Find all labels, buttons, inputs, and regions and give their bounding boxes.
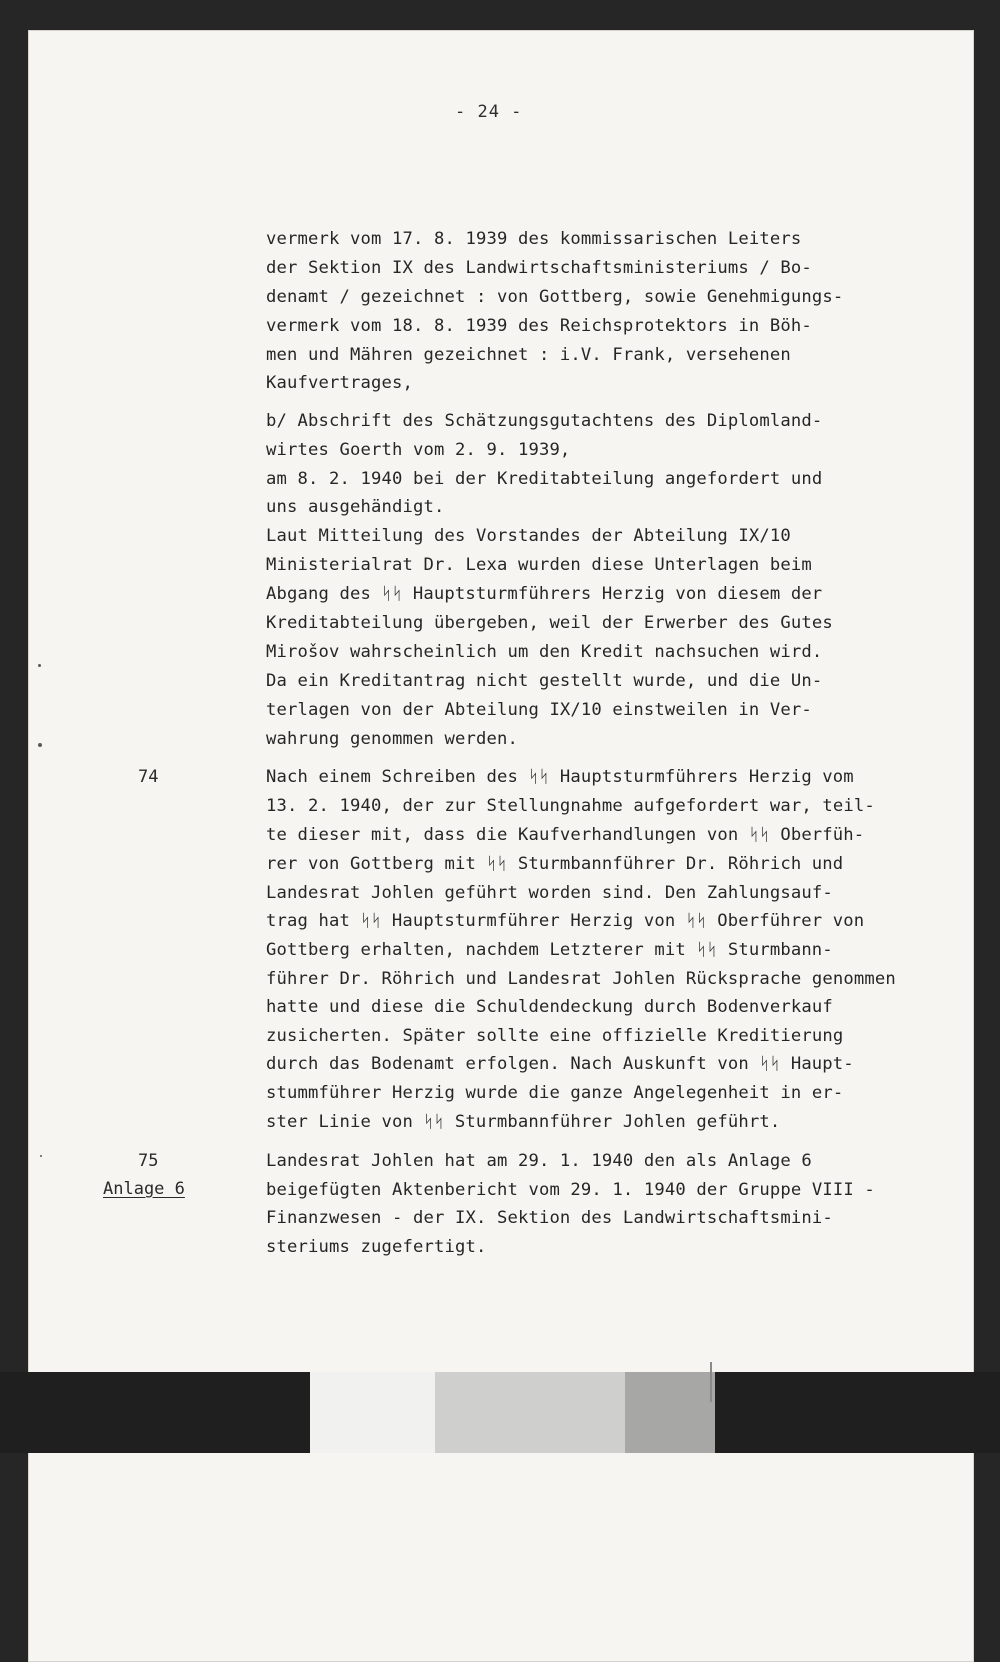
calibration-light-patch <box>310 1372 435 1453</box>
page-edge-mark <box>710 1362 712 1402</box>
text-line: men und Mähren gezeichnet : i.V. Frank, versehenen <box>266 345 791 365</box>
text-line: wirtes Goerth vom 2. 9. 1939, <box>266 440 571 460</box>
text-line: am 8. 2. 1940 bei der Kreditabteilung angefordert und <box>266 469 823 489</box>
text-line: vermerk vom 17. 8. 1939 des kommissarischen Leiters <box>266 229 802 249</box>
margin-note-75: 75 <box>138 1151 159 1171</box>
text-line: Ministerialrat Dr. Lexa wurden diese Unterlagen beim <box>266 555 812 575</box>
page-number: - 24 - <box>455 102 523 122</box>
text-line: denamt / gezeichnet : von Gottberg, sowie Genehmigungs- <box>266 287 844 307</box>
text-line: stummführer Herzig wurde die ganze Angelegenheit in er- <box>266 1083 844 1103</box>
text-line: beigefügten Aktenbericht vom 29. 1. 1940 der Gruppe VIII - <box>266 1180 875 1200</box>
text-line: Kreditabteilung übergeben, weil der Erwerber des Gutes <box>266 613 833 633</box>
text-line: Da ein Kreditantrag nicht gestellt wurde, und die Un- <box>266 671 823 691</box>
text-line: te dieser mit, dass die Kaufverhandlungen von ᛋᛋ Oberfüh- <box>266 825 865 845</box>
text-line: hatte und diese die Schuldendeckung durch Bodenverkauf <box>266 997 833 1017</box>
paper-speck <box>38 664 41 667</box>
text-line: zusicherten. Später sollte eine offizielle Kreditierung <box>266 1026 844 1046</box>
paper-speck <box>38 743 42 747</box>
text-line: Finanzwesen - der IX. Sektion des Landwirtschaftsmini- <box>266 1208 833 1228</box>
text-line: Nach einem Schreiben des ᛋᛋ Hauptsturmführers Herzig vom <box>266 767 854 787</box>
text-line: Landesrat Johlen geführt worden sind. Den Zahlungsauf- <box>266 883 833 903</box>
text-line: wahrung genommen werden. <box>266 729 518 749</box>
color-calibration-card <box>310 1372 715 1453</box>
text-line: rer von Gottberg mit ᛋᛋ Sturmbannführer Dr. Röhrich und <box>266 854 844 874</box>
text-line: durch das Bodenamt erfolgen. Nach Auskunft von ᛋᛋ Haupt- <box>266 1054 854 1074</box>
text-line: 13. 2. 1940, der zur Stellungnahme aufgefordert war, teil- <box>266 796 875 816</box>
text-line: führer Dr. Röhrich und Landesrat Johlen Rücksprache genommen <box>266 969 896 989</box>
calibration-dark-patch <box>625 1372 715 1453</box>
paper-speck <box>40 1155 42 1157</box>
text-line: ster Linie von ᛋᛋ Sturmbannführer Johlen geführt. <box>266 1112 781 1132</box>
text-line: uns ausgehändigt. <box>266 497 445 517</box>
text-line: Landesrat Johlen hat am 29. 1. 1940 den als Anlage 6 <box>266 1151 812 1171</box>
margin-note-74: 74 <box>138 767 159 787</box>
text-line: Laut Mitteilung des Vorstandes der Abteilung IX/10 <box>266 526 791 546</box>
text-line: steriums zugefertigt. <box>266 1237 487 1257</box>
margin-note-anlage: Anlage 6 <box>103 1179 185 1199</box>
text-line: Abgang des ᛋᛋ Hauptsturmführers Herzig von diesem der <box>266 584 823 604</box>
text-line: Kaufvertrages, <box>266 373 413 393</box>
text-line: Gottberg erhalten, nachdem Letzterer mit ᛋᛋ Sturmbann- <box>266 940 833 960</box>
text-line: der Sektion IX des Landwirtschaftsministeriums / Bo- <box>266 258 812 278</box>
text-line: b/ Abschrift des Schätzungsgutachtens des Diplomland- <box>266 411 823 431</box>
text-line: trag hat ᛋᛋ Hauptsturmführer Herzig von ᛋᛋ Oberführer von <box>266 911 865 931</box>
text-line: Mirošov wahrscheinlich um den Kredit nachsuchen wird. <box>266 642 823 662</box>
text-line: vermerk vom 18. 8. 1939 des Reichsprotektors in Böh- <box>266 316 812 336</box>
text-line: terlagen von der Abteilung IX/10 einstweilen in Ver- <box>266 700 812 720</box>
